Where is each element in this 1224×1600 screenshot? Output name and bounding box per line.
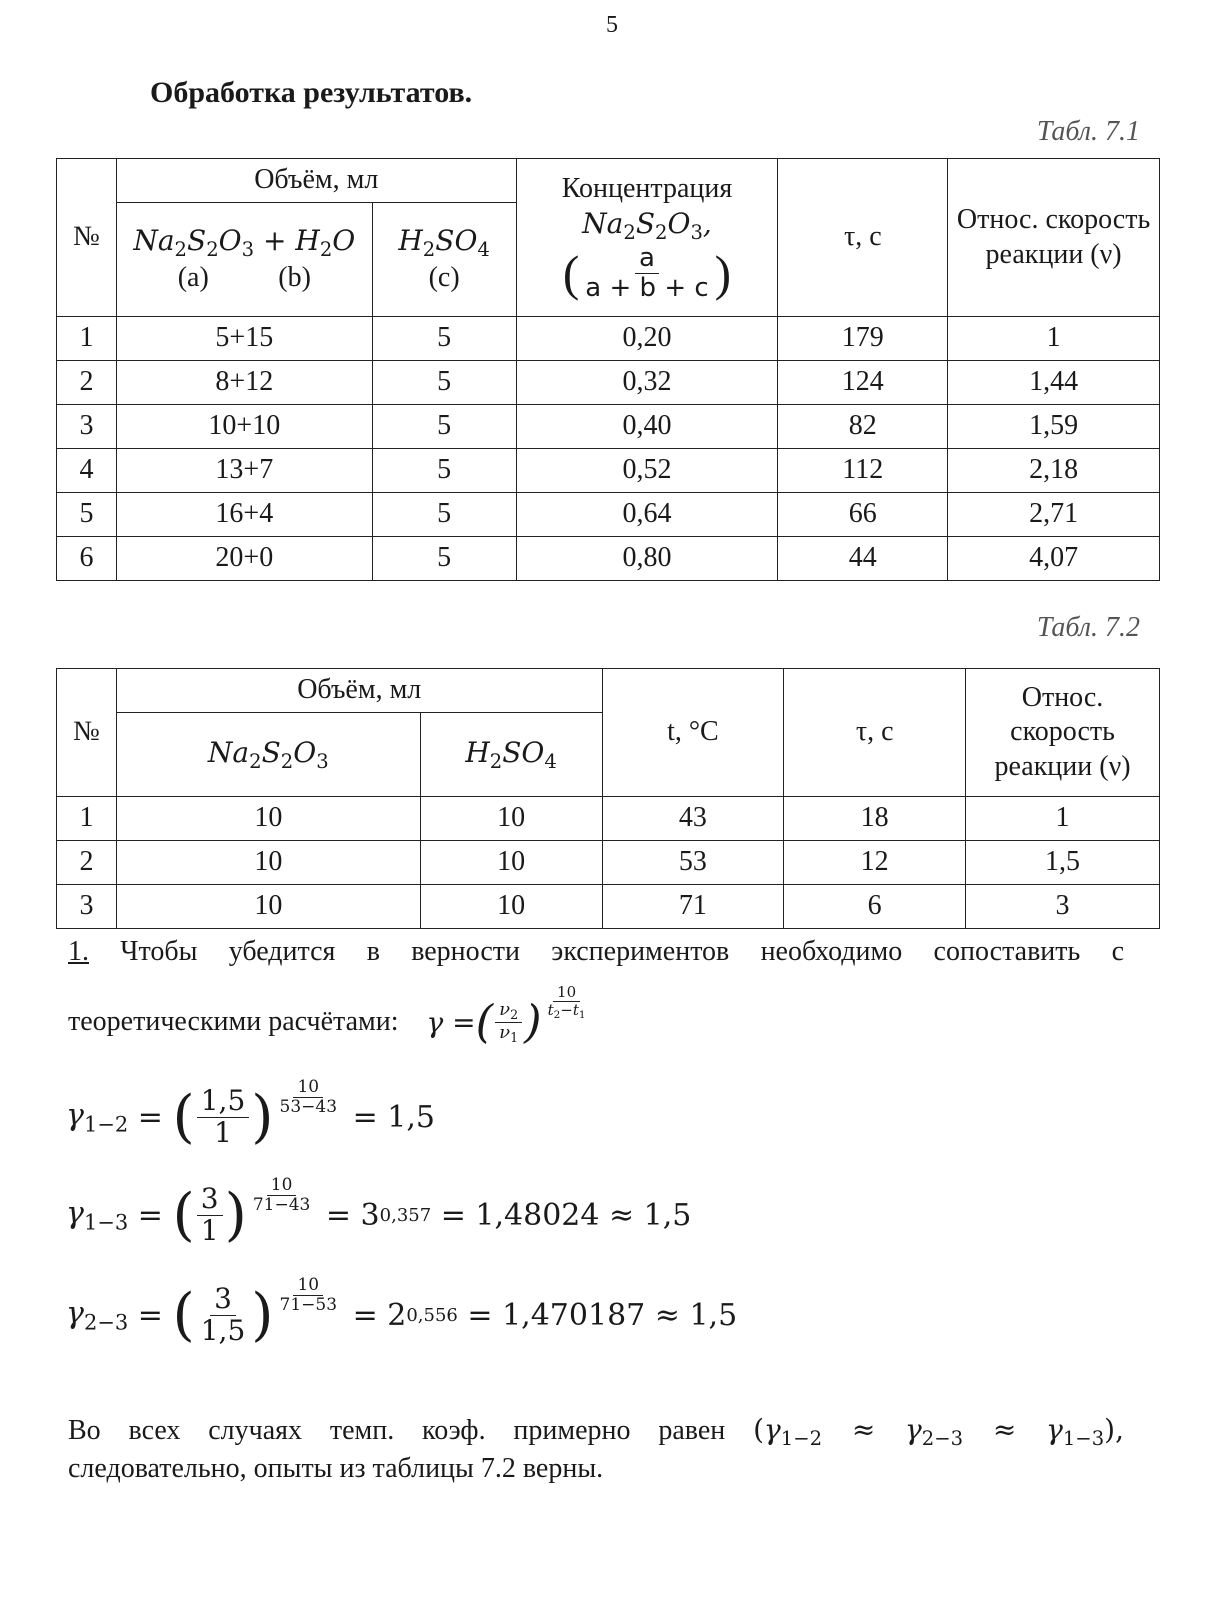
equation-gamma-1-2: $\gamma_{1-2}$ = ( $\frac{1,5}{1}$ ) $\frac{10}{53-43}$ = 1,5 xyxy=(66,1077,435,1150)
label-c: (c) xyxy=(428,262,460,294)
table1-caption: Табл. 7.1 xyxy=(1036,116,1140,147)
cell-acid: 5 xyxy=(372,493,516,537)
eq3-exp-num: 10 xyxy=(293,1276,323,1296)
eq2-exp-den: 71−43 xyxy=(252,1194,311,1215)
cell-acid: 5 xyxy=(372,317,516,361)
col-no-header: № xyxy=(57,159,117,317)
eq1-frac-den: 1 xyxy=(214,1115,232,1149)
gamma-comparison: $(\gamma_{1-2} \approx \gamma_{2-3} \approx \gamma_{1-3})$, xyxy=(753,1413,1124,1450)
cell-acid: 5 xyxy=(372,449,516,493)
cell-concentration: 0,52 xyxy=(516,449,778,493)
table-7-2 xyxy=(56,668,1160,929)
col-temp-header: t, °С xyxy=(602,669,784,797)
eq2-frac-num: 3 xyxy=(197,1184,223,1216)
cell-concentration: 0,20 xyxy=(516,317,778,361)
section-title: Обработка результатов. xyxy=(150,76,473,109)
eq1-exp-num: 10 xyxy=(293,1078,323,1098)
eq1-result: = 1,5 xyxy=(352,1099,435,1135)
item-number: 1. xyxy=(68,936,89,967)
paragraph-1b-text: теоретическими расчётами: xyxy=(68,1006,399,1038)
cell-tau: 18 xyxy=(784,797,966,841)
table-row xyxy=(57,493,1160,537)
cell-thio: 10 xyxy=(116,885,420,929)
table-row xyxy=(57,449,1160,493)
cell-volume: 13+7 xyxy=(116,449,372,493)
equation-gamma-2-3: $\gamma_{2-3}$ = ( $\frac{3}{1,5}$ ) $\frac{10}{71-53}$ = 2 0,556 = 1,470187 ≈ 1,5 xyxy=(66,1275,738,1348)
cell-no: 1 xyxy=(57,317,117,361)
cell-no: 5 xyxy=(57,493,117,537)
cell-no: 3 xyxy=(57,885,117,929)
table-row xyxy=(57,537,1160,581)
cell-tau: 82 xyxy=(778,405,948,449)
eq3-result-tail: = 1,470187 ≈ 1,5 xyxy=(467,1297,738,1333)
cell-tau: 179 xyxy=(778,317,948,361)
cell-tau: 44 xyxy=(778,537,948,581)
cell-no: 4 xyxy=(57,449,117,493)
label-b: (b) xyxy=(278,262,311,294)
cell-thio: 10 xyxy=(116,841,420,885)
conclusion-line-1 xyxy=(68,1412,1124,1451)
eq2-result-exp: 0,357 xyxy=(379,1204,432,1226)
col-volume-header: Объём, мл xyxy=(116,159,516,203)
col-rate-header: Относ. скорость реакции (ν) xyxy=(966,669,1160,797)
cell-no: 3 xyxy=(57,405,117,449)
eq3-result-exp: 0,556 xyxy=(406,1304,458,1326)
conclusion-line-2: следовательно, опыты из таблицы 7.2 верны. xyxy=(68,1453,604,1485)
cell-concentration: 0,32 xyxy=(516,361,778,405)
cell-no: 1 xyxy=(57,797,117,841)
cell-concentration: 0,64 xyxy=(516,493,778,537)
cell-rate: 1,59 xyxy=(948,405,1160,449)
equation-gamma-1-3: $\gamma_{1-3}$ = ( $\frac{3}{1}$ ) $\frac{10}{71-43}$ = 3 0,357 = 1,48024 ≈ 1,5 xyxy=(66,1175,692,1248)
eq1-exp-den: 53−43 xyxy=(279,1096,338,1117)
cell-temp: 71 xyxy=(602,885,784,929)
table2-caption: Табл. 7.2 xyxy=(1036,612,1140,643)
col-concentration-header xyxy=(516,159,778,317)
col-acid-header xyxy=(372,203,516,317)
cell-acid: 10 xyxy=(420,797,602,841)
cell-temp: 53 xyxy=(602,841,784,885)
thio-water-formula: $Na_2S_2O_3 + H_2O$ xyxy=(133,223,356,261)
cell-volume: 8+12 xyxy=(116,361,372,405)
concentration-formula: $Na_2S_2O_3$, xyxy=(582,206,712,244)
cell-acid: 5 xyxy=(372,361,516,405)
cell-concentration: 0,80 xyxy=(516,537,778,581)
col-thio-water-header xyxy=(116,203,372,317)
conc-frac-den: a + b + c xyxy=(585,272,709,303)
eq2-exp-num: 10 xyxy=(267,1176,297,1196)
acid-formula: $H_2SO_4$ xyxy=(398,223,490,261)
cell-rate: 2,71 xyxy=(948,493,1160,537)
cell-volume: 10+10 xyxy=(116,405,372,449)
eq3-frac-den: 1,5 xyxy=(200,1313,246,1347)
concentration-fraction: ( $\frac{a}{a + b + c}$ ) xyxy=(562,243,732,303)
cell-acid: 5 xyxy=(372,537,516,581)
col-volume-header: Объём, мл xyxy=(116,669,602,713)
eq2-result-tail: = 1,48024 ≈ 1,5 xyxy=(440,1197,692,1233)
paragraph-1b xyxy=(68,983,592,1048)
label-a: (a) xyxy=(177,262,209,294)
conc-frac-num: a xyxy=(635,244,659,274)
eq2-frac-den: 1 xyxy=(200,1213,219,1247)
cell-concentration: 0,40 xyxy=(516,405,778,449)
conclusion-line-1-text: Во всех случаях темп. коэф. примерно равен xyxy=(68,1415,726,1446)
cell-tau: 112 xyxy=(778,449,948,493)
table-row xyxy=(57,797,1160,841)
col-tau-header: τ, с xyxy=(778,159,948,317)
table-row xyxy=(57,885,1160,929)
paragraph-1-text: Чтобы убедится в верности экспериментов необходимо сопоставить с xyxy=(120,936,1125,967)
cell-rate: 1,44 xyxy=(948,361,1160,405)
table-row xyxy=(57,317,1160,361)
cell-rate: 3 xyxy=(966,885,1160,929)
cell-acid: 10 xyxy=(420,841,602,885)
cell-tau: 12 xyxy=(784,841,966,885)
cell-thio: 10 xyxy=(116,797,420,841)
eq2-result-base: = 3 xyxy=(325,1197,380,1233)
cell-no: 2 xyxy=(57,841,117,885)
acid-formula: $H_2SO_4$ xyxy=(465,735,557,773)
cell-rate: 1 xyxy=(948,317,1160,361)
cell-volume: 16+4 xyxy=(116,493,372,537)
table-row xyxy=(57,841,1160,885)
cell-rate: 1 xyxy=(966,797,1160,841)
concentration-label: Концентрация xyxy=(561,173,733,205)
cell-acid: 10 xyxy=(420,885,602,929)
cell-temp: 43 xyxy=(602,797,784,841)
cell-tau: 66 xyxy=(778,493,948,537)
cell-no: 2 xyxy=(57,361,117,405)
cell-tau: 124 xyxy=(778,361,948,405)
cell-rate: 2,18 xyxy=(948,449,1160,493)
cell-acid: 5 xyxy=(372,405,516,449)
cell-no: 6 xyxy=(57,537,117,581)
cell-rate: 1,5 xyxy=(966,841,1160,885)
eq1-frac-num: 1,5 xyxy=(197,1086,250,1118)
paragraph-1 xyxy=(68,936,1124,968)
gamma-general-formula: γ = ( $\frac{\nu_2}{\nu_1}$ ) $\frac{10}{t_2-t_1}$ xyxy=(426,983,586,1048)
table-row xyxy=(57,405,1160,449)
cell-rate: 4,07 xyxy=(948,537,1160,581)
col-thio-header xyxy=(116,713,420,797)
page-number: 5 xyxy=(606,12,618,38)
col-no-header: № xyxy=(57,669,117,797)
table-row xyxy=(57,361,1160,405)
thio-formula: $Na_2S_2O_3$ xyxy=(207,735,329,773)
col-tau-header: τ, с xyxy=(784,669,966,797)
eq3-exp-den: 71−53 xyxy=(279,1294,338,1315)
col-rate-header: Относ. скорость реакции (ν) xyxy=(948,159,1160,317)
eq3-frac-num: 3 xyxy=(210,1284,236,1316)
cell-volume: 5+15 xyxy=(116,317,372,361)
col-acid-header xyxy=(420,713,602,797)
cell-tau: 6 xyxy=(784,885,966,929)
conclusion xyxy=(68,1412,1124,1488)
eq3-result-base: = 2 xyxy=(352,1297,407,1333)
table-7-1 xyxy=(56,158,1160,581)
cell-volume: 20+0 xyxy=(116,537,372,581)
